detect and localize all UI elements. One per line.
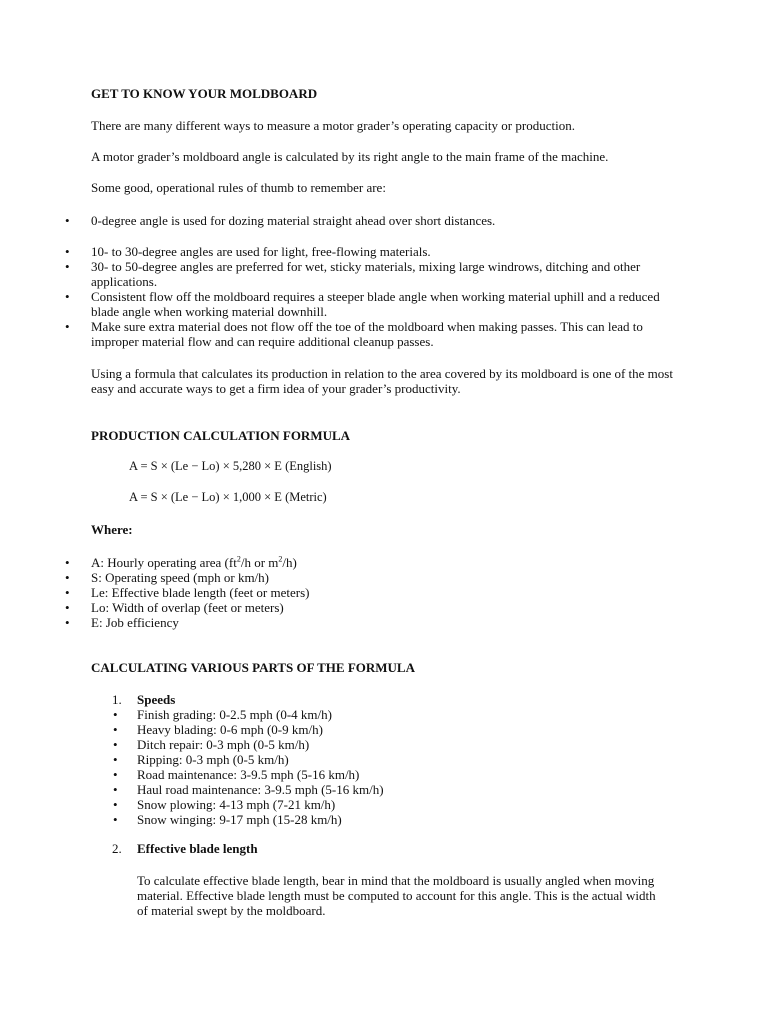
list-item-variable-a [0, 555, 681, 570]
list-item: • Finish grading: 0-2.5 mph (0-4 km/h) [0, 707, 768, 722]
section-label: Speeds [137, 692, 176, 707]
speeds-list [0, 707, 768, 827]
list-item: • Consistent flow off the moldboard requires a steeper blade angle when working material uphill and a reduced blade angle when working material downhill. [0, 289, 681, 319]
formula-metric: A = S × (Le − Lo) × 1,000 × E (Metric) [129, 490, 327, 504]
intro-paragraph-3: Some good, operational rules of thumb to remember are: [91, 180, 386, 195]
rules-list [0, 244, 768, 349]
list-item: • Snow plowing: 4-13 mph (7-21 km/h) [0, 797, 768, 812]
section-1-heading [112, 692, 175, 707]
list-item-variable-s: • S: Operating speed (mph or km/h) [0, 570, 681, 585]
list-item-variable-lo: • Lo: Width of overlap (feet or meters) [0, 600, 681, 615]
list-item-variable-le: • Le: Effective blade length (feet or meters) [0, 585, 681, 600]
section-number: 1. [112, 692, 122, 707]
intro-paragraph-1: There are many different ways to measure a motor grader’s operating capacity or production. [91, 118, 575, 133]
heading-calculating-parts: CALCULATING VARIOUS PARTS OF THE FORMULA [91, 660, 415, 675]
list-item: • Ripping: 0-3 mph (0-5 km/h) [0, 752, 768, 767]
section-number: 2. [112, 841, 122, 856]
variables-list [0, 555, 768, 630]
variable-a-text: /h) [282, 555, 297, 570]
section-2-heading [112, 841, 258, 856]
superscript: 2 [236, 554, 241, 564]
list-item-variable-e: • E: Job efficiency [0, 615, 681, 630]
variable-a-text: /h or m [240, 555, 279, 570]
list-item: • 30- to 50-degree angles are preferred for wet, sticky materials, mixing large windrows, ditching and other applications. [0, 259, 681, 289]
section-label: Effective blade length [137, 841, 258, 856]
list-item: • 10- to 30-degree angles are used for light, free-flowing materials. [0, 244, 681, 259]
list-item: • Snow winging: 9-17 mph (15-28 km/h) [0, 812, 768, 827]
list-item: • Heavy blading: 0-6 mph (0-9 km/h) [0, 722, 768, 737]
heading-production-formula: PRODUCTION CALCULATION FORMULA [91, 428, 351, 443]
superscript: 2 [278, 554, 283, 564]
effective-blade-paragraph: To calculate effective blade length, bear in mind that the moldboard is usually angled when moving material. Effective blade length must be computed to account for this angle. This is the actual width of material swept by the moldboard. [137, 873, 656, 918]
list-item: • Make sure extra material does not flow off the toe of the moldboard when making passes. This can lead to improper material flow and can require additional cleanup passes. [0, 319, 681, 349]
formula-english: A = S × (Le − Lo) × 5,280 × E (English) [129, 459, 332, 473]
rules-list-first [0, 213, 768, 228]
list-item: • Haul road maintenance: 3-9.5 mph (5-16 km/h) [0, 782, 768, 797]
where-label: Where: [91, 522, 133, 537]
list-item: • Ditch repair: 0-3 mph (0-5 km/h) [0, 737, 768, 752]
list-item: • 0-degree angle is used for dozing material straight ahead over short distances. [0, 213, 681, 228]
intro-paragraph-2: A motor grader’s moldboard angle is calculated by its right angle to the main frame of the machine. [91, 149, 609, 164]
formula-intro-paragraph: Using a formula that calculates its production in relation to the area covered by its moldboard is one of the most easy and accurate ways to get a firm idea of your grader’s productivity. [91, 366, 673, 396]
heading-get-to-know: GET TO KNOW YOUR MOLDBOARD [91, 86, 318, 101]
variable-a-text: A: Hourly operating area (ft [91, 555, 237, 570]
list-item: • Road maintenance: 3-9.5 mph (5-16 km/h) [0, 767, 768, 782]
